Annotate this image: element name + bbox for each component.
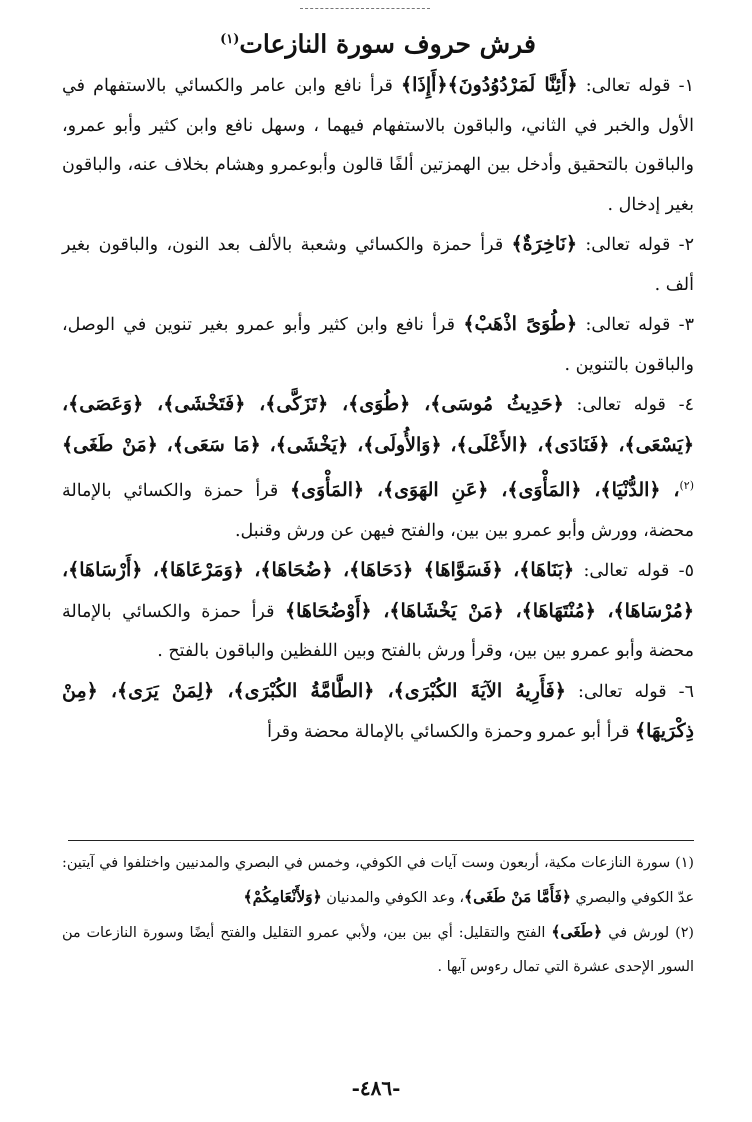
quran-word: ﴿طُوَىً اذْهَبْ﴾ <box>463 313 578 336</box>
paragraph-2 <box>62 225 694 305</box>
paragraph-lead: قوله تعالى: <box>565 681 667 702</box>
paragraph-4 <box>62 385 694 551</box>
paragraph-lead: قوله تعالى: <box>577 315 671 336</box>
paragraph-text: قرأ حمزة والكسائي وشعبة بالألف بعد النون، والباقون بغير ألف . <box>62 235 694 295</box>
quran-words: ﴿فَأَرِيهُ الآيَةَ الكُبْرَى﴾، ﴿الطَّامَّةُ الكُبْرَى﴾، ﴿لِمَنْ يَرَى﴾، ﴿مِنْ ذِكْرَيهَا﴾ <box>62 679 694 743</box>
paragraph-number: ٢- <box>670 235 694 256</box>
paragraph-lead: قوله تعالى: <box>563 395 666 416</box>
footnote-quran: ﴿طَغَى﴾ <box>551 922 603 941</box>
paragraph-6 <box>62 672 694 753</box>
footnote-1 <box>62 846 694 915</box>
paragraph-text: قرأ حمزة والكسائي بالإمالة محضة وأبو عمرو بين بين، وقرأ ورش بالفتح وبين اللفظين والباقون بالفتح . <box>62 601 694 662</box>
paragraph-text: قرأ نافع وابن عامر والكسائي بالاستفهام في الأول والخبر في الثاني، والباقون بالاستفهام فيهما ، وسهل نافع وابن كثير وأبو عمرو، والباقون بالتحقيق وأدخل بين الهمزتين ألفًا قالون وأبوعمرو وهشام بخلاف عنه، والباقون بغير إدخال . <box>62 76 694 215</box>
footnote-text: لورش في <box>602 925 670 941</box>
footnote-number: (١) <box>670 855 694 871</box>
page-number: -٤٨٦- <box>351 1076 401 1100</box>
footnote-text: سورة النازعات مكية، أربعون وست آيات في الكوفي، وخمس في البصري والمدنيين واختلفوا في آيتين: عدّ الكوفي والبصري <box>62 855 694 906</box>
footnote-text-cont: الفتح والتقليل: أي بين بين، ولأبي عمرو التقليل والفتح أيضًا وسورة النازعات من السور الإحدى عشرة التي تمال رءوس آيها . <box>62 925 694 975</box>
paragraph-lead: قوله تعالى: <box>577 235 671 256</box>
main-text <box>62 22 694 753</box>
paragraph-number: ٥- <box>669 561 694 582</box>
paragraph-number: ١- <box>670 76 694 97</box>
footnote-text-cont: ، وعد الكوفي والمدنيان <box>321 890 464 906</box>
paragraph-5 <box>62 551 694 672</box>
footnotes <box>62 846 694 984</box>
paragraph-text: قرأ نافع وابن كثير وأبو عمرو بغير تنوين في الوصل، والباقون بالتنوين . <box>62 315 694 375</box>
footnote-marker: (٢) <box>679 479 694 493</box>
top-dashed-rule <box>300 8 430 9</box>
paragraph-lead: قوله تعالى: <box>574 561 670 582</box>
footnote-quran-cont: ﴿وَلأَنْعَامِكُمْ﴾ <box>243 887 322 906</box>
paragraph-text: قرأ حمزة والكسائي بالإمالة محضة، وورش وأبو عمرو بين بين، والفتح فيهن عن ورش وقنبل. <box>62 481 694 541</box>
quran-words-cont: ، ﴿الدُّنْيَا﴾، ﴿المَأْوَى﴾، ﴿عَنِ الهَوَى﴾، ﴿المَأْوَى﴾ <box>289 479 680 502</box>
quran-words: ﴿حَدِيثُ مُوسَى﴾، ﴿طُوَى﴾، ﴿تَزَكَّى﴾، ﴿فَتَخْشَى﴾، ﴿وَعَصَى﴾، ﴿يَسْعَى﴾، ﴿فَنَادَى﴾، ﴿الأَعْلَى﴾، ﴿وَالأُولَى﴾، ﴿يَخْشَى﴾، ﴿مَا سَعَى﴾، ﴿مَنْ طَغَى﴾ <box>62 393 694 456</box>
title-text: فرش حروف سورة النازعات <box>239 29 536 59</box>
title-footnote-marker: (١) <box>220 32 240 47</box>
paragraph-text: قرأ أبو عمرو وحمزة والكسائي بالإمالة محضة وقرأ <box>267 722 636 743</box>
footnote-number: (٢) <box>669 925 694 941</box>
paragraph-1 <box>62 66 694 225</box>
paragraph-3 <box>62 305 694 385</box>
footnote-quran: ﴿فَأَمَّا مَنْ طَغَى﴾ <box>463 887 571 906</box>
paragraph-number: ٤- <box>665 395 694 416</box>
quran-words: ﴿بَنَاهَا﴾، ﴿فَسَوَّاهَا﴾ ﴿دَحَاهَا﴾، ﴿ضُحَاهَا﴾، ﴿وَمَرْعَاهَا﴾، ﴿أَرْسَاهَا﴾، ﴿مُرْسَاهَا﴾، ﴿مُنْتَهَاهَا﴾، ﴿مَنْ يَخْشَاهَا﴾، ﴿أَوْضُحَاهَا﴾ <box>62 559 694 622</box>
paragraph-number: ٣- <box>670 315 694 336</box>
page-title <box>62 22 694 62</box>
footnote-divider <box>68 840 694 841</box>
paragraph-number: ٦- <box>666 681 694 702</box>
quran-word: ﴿نَاخِرَةٌ﴾ <box>511 233 578 256</box>
quran-word: ﴿أَئِنَّا لَمَرْدُوُدُونَ﴾﴿أَإِذَا﴾ <box>401 74 578 97</box>
footnote-2 <box>62 915 694 984</box>
paragraph-lead: قوله تعالى: <box>577 76 671 97</box>
